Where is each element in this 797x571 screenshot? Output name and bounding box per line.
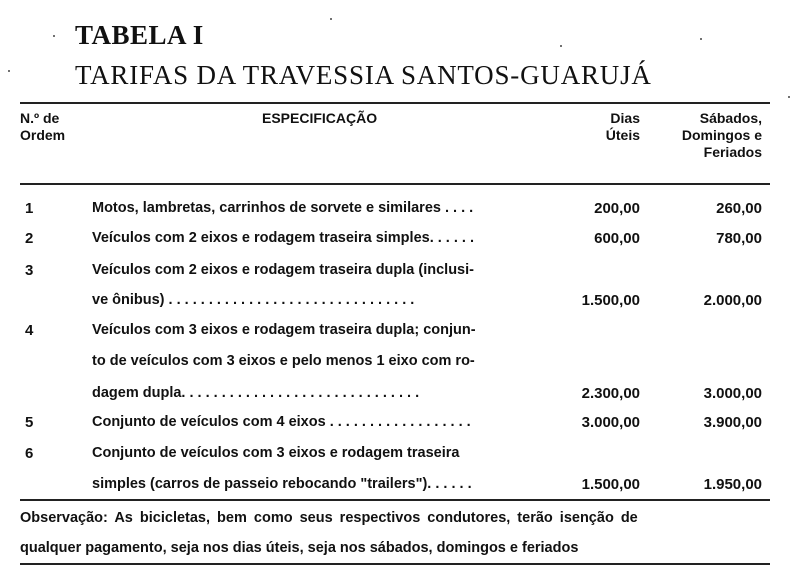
observation-line2: qualquer pagamento, seja nos dias úteis, seja nos sábados, domingos e feriados	[20, 540, 579, 556]
row-weekday-value: 3.000,00	[581, 414, 640, 431]
row-number: 3	[25, 262, 34, 279]
row-weekend-value: 3.900,00	[703, 414, 762, 431]
scan-speck	[53, 35, 55, 37]
table-title: TARIFAS DA TRAVESSIA SANTOS-GUARUJÁ	[75, 60, 652, 90]
header-order-line1: N.º de	[20, 110, 60, 126]
row-weekday-value: 2.300,00	[581, 385, 640, 402]
header-bottom-rule	[20, 183, 770, 185]
row-spec-line: Motos, lambretas, carrinhos de sorvete e similares . . . .	[92, 200, 474, 216]
header-specification: ESPECIFICAÇÃO	[262, 110, 378, 126]
header-order-line2: Ordem	[20, 127, 66, 143]
row-number: 6	[25, 445, 34, 462]
row-weekend-value: 1.950,00	[703, 476, 762, 493]
row-number: 5	[25, 414, 34, 431]
row-spec-line: dagem dupla. . . . . . . . . . . . . . . . . . . . . . . . . . . . . .	[92, 385, 420, 401]
row-weekend-value: 3.000,00	[703, 385, 762, 402]
table-number: TABELA I	[75, 20, 204, 50]
row-weekday-value: 1.500,00	[581, 292, 640, 309]
row-spec-line: simples (carros de passeio rebocando "trailers"). . . . . .	[92, 476, 472, 492]
row-weekday-value: 200,00	[594, 200, 640, 217]
scan-speck	[330, 18, 332, 20]
row-spec-line: Veículos com 2 eixos e rodagem traseira simples. . . . . .	[92, 230, 475, 246]
row-spec-line: Conjunto de veículos com 3 eixos e rodagem traseira	[92, 445, 460, 461]
header-top-rule	[20, 102, 770, 104]
header-weekdays-line2: Úteis	[605, 127, 640, 143]
header-order-number	[20, 110, 65, 144]
row-spec-line: Conjunto de veículos com 4 eixos . . . . . . . . . . . . . . . . . .	[92, 414, 471, 430]
row-spec-line: to de veículos com 3 eixos e pelo menos 1 eixo com ro-	[92, 353, 475, 369]
header-weekend	[682, 110, 762, 161]
row-weekend-value: 260,00	[716, 200, 762, 217]
row-weekday-value: 600,00	[594, 230, 640, 247]
row-number: 4	[25, 322, 34, 339]
row-weekday-value: 1.500,00	[581, 476, 640, 493]
row-number: 1	[25, 200, 34, 217]
table-bottom-rule	[20, 499, 770, 501]
header-weekend-line1: Sábados,	[699, 110, 762, 126]
header-weekdays-line1: Dias	[610, 110, 640, 126]
scan-speck	[788, 96, 790, 98]
header-weekend-line3: Feriados	[703, 144, 762, 160]
header-weekdays	[606, 110, 640, 144]
header-weekend-line2: Domingos e	[681, 127, 762, 143]
row-number: 2	[25, 230, 34, 247]
scan-speck	[8, 70, 10, 72]
row-spec-line: Veículos com 3 eixos e rodagem traseira dupla; conjun-	[92, 322, 476, 338]
row-weekend-value: 780,00	[716, 230, 762, 247]
row-weekend-value: 2.000,00	[703, 292, 762, 309]
row-spec-line: ve ônibus) . . . . . . . . . . . . . . . . . . . . . . . . . . . . . . .	[92, 292, 415, 308]
footer-rule	[20, 563, 770, 565]
row-spec-line: Veículos com 2 eixos e rodagem traseira dupla (inclusi-	[92, 262, 474, 278]
scan-speck	[560, 45, 562, 47]
scan-speck	[700, 38, 702, 40]
observation-line1: Observação: As bicicletas, bem como seus respectivos condutores, terão isenção de	[20, 510, 638, 526]
